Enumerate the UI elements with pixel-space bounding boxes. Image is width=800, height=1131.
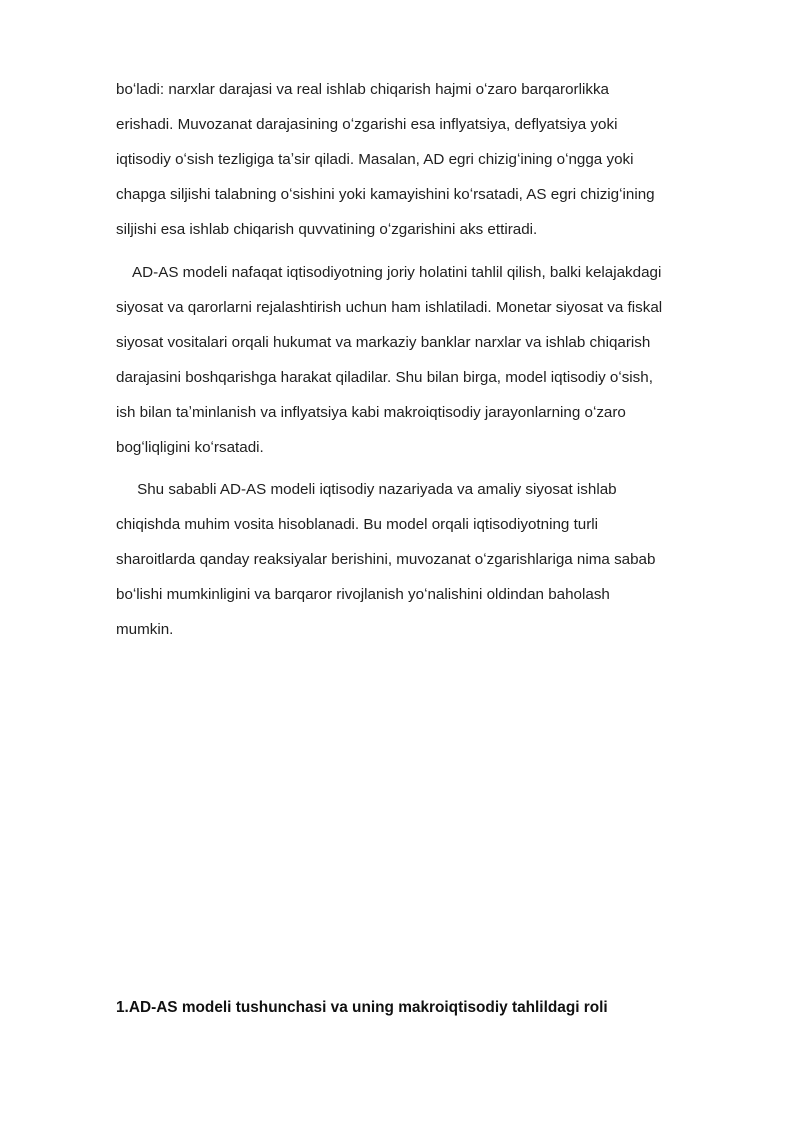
paragraph-1 xyxy=(116,72,760,247)
paragraph-line: Shu sababli AD-AS modeli iqtisodiy nazariyada va amaliy siyosat ishlab xyxy=(116,481,617,498)
paragraph-line: iqtisodiy oʻsish tezligiga taʼsir qiladi. Masalan, AD egri chizigʻining oʻngga yoki xyxy=(116,151,634,168)
paragraph-line: bogʻliqligini koʻrsatadi. xyxy=(116,439,264,456)
paragraph-line: mumkin. xyxy=(116,621,174,638)
paragraph-line: chiqishda muhim vosita hisoblanadi. Bu model orqali iqtisodiyotning turli xyxy=(116,516,599,533)
paragraph-line: darajasini boshqarishga harakat qiladilar. Shu bilan birga, model iqtisodiy oʻsish, xyxy=(116,369,653,386)
paragraph-line: erishadi. Muvozanat darajasining oʻzgarishi esa inflyatsiya, deflyatsiya yoki xyxy=(116,116,618,133)
paragraph-line: boʻlishi mumkinligini va barqaror rivojlanish yoʻnalishini oldindan baholash xyxy=(116,586,610,603)
paragraph-line: siyosat va qarorlarni rejalashtirish uchun ham ishlatiladi. Monetar siyosat va fiskal xyxy=(116,299,663,316)
paragraph-3 xyxy=(116,472,760,647)
paragraph-line: sharoitlarda qanday reaksiyalar berishini, muvozanat oʻzgarishlariga nima sabab xyxy=(116,551,656,568)
paragraph-line: siyosat vositalari orqali hukumat va markaziy banklar narxlar va ishlab chiqarish xyxy=(116,334,651,351)
paragraph-line: ish bilan taʼminlanish va inflyatsiya kabi makroiqtisodiy jarayonlarning oʻzaro xyxy=(116,404,626,421)
section-heading: 1.AD-AS modeli tushunchasi va uning makroiqtisodiy tahlildagi roli xyxy=(116,999,608,1016)
paragraph-line: AD-AS modeli nafaqat iqtisodiyotning joriy holatini tahlil qilish, balki kelajakdagi xyxy=(116,264,662,281)
paragraph-line: chapga siljishi talabning oʻsishini yoki kamayishini koʻrsatadi, AS egri chizigʻining xyxy=(116,186,655,203)
paragraph-line: siljishi esa ishlab chiqarish quvvatining oʻzgarishini aks ettiradi. xyxy=(116,221,538,238)
paragraph-2 xyxy=(116,255,760,465)
paragraph-line: boʻladi: narxlar darajasi va real ishlab chiqarish hajmi oʻzaro barqarorlikka xyxy=(116,81,609,98)
